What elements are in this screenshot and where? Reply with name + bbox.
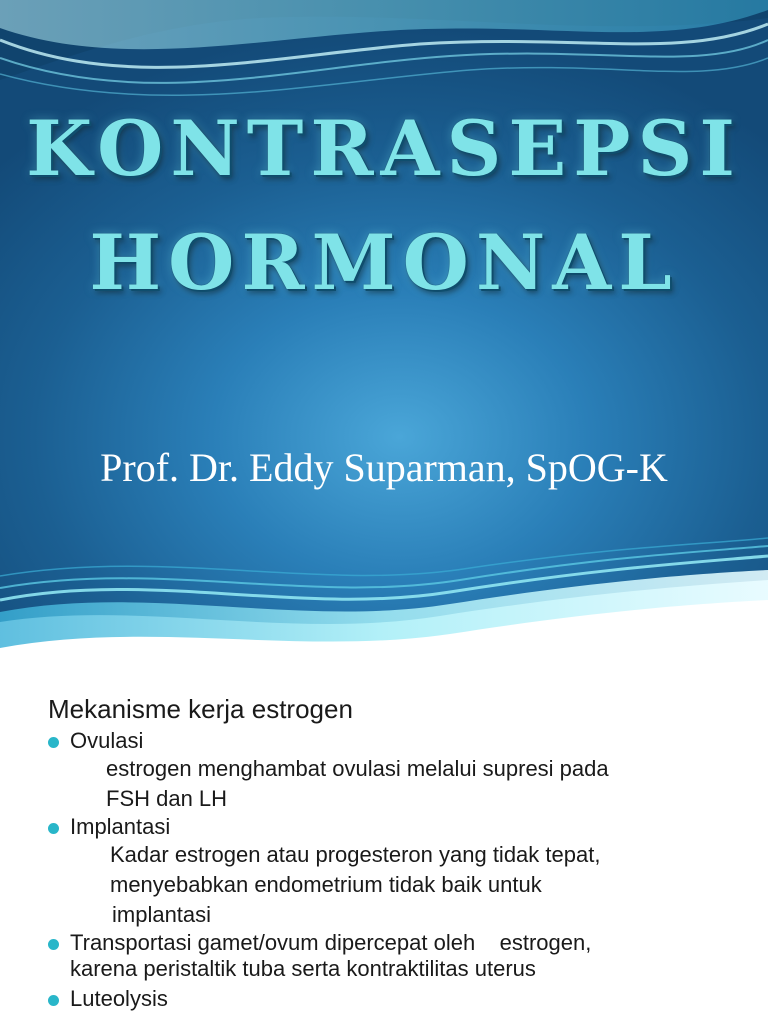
author-subtitle: Prof. Dr. Eddy Suparman, SpOG-K bbox=[100, 445, 668, 490]
bullet-label: Implantasi bbox=[70, 814, 171, 839]
bullet-dot-icon bbox=[48, 939, 59, 950]
bullet-dot-icon bbox=[48, 737, 59, 748]
bullet-label: Luteolysis bbox=[70, 986, 168, 1011]
bullet-detail: estrogen menghambat ovulasi melalui supresi pada bbox=[106, 756, 609, 781]
bullet-item-implantasi bbox=[48, 814, 748, 840]
content-body bbox=[48, 692, 748, 1012]
bullet-detail: Kadar estrogen atau progesteron yang tidak tepat, bbox=[110, 842, 601, 867]
content-slide bbox=[0, 662, 768, 1024]
bullet-item-luteolysis bbox=[48, 986, 748, 1012]
bullet-detail: menyebabkan endometrium tidak baik untuk bbox=[110, 872, 542, 897]
bullet-label-line: Transportasi gamet/ovum dipercepat oleh estrogen, bbox=[70, 930, 592, 955]
bullet-label-line: karena peristaltik tuba serta kontraktilitas uterus bbox=[70, 956, 536, 981]
title-line-1: KONTRASEPSI bbox=[26, 104, 742, 193]
bullet-dot-icon bbox=[48, 823, 59, 834]
bullet-detail: FSH dan LH bbox=[106, 786, 228, 811]
bullet-dot-icon bbox=[48, 995, 59, 1006]
content-heading: Mekanisme kerja estrogen bbox=[48, 694, 353, 724]
title-line-2: HORMONAL bbox=[89, 218, 679, 307]
bullet-detail: implantasi bbox=[112, 902, 212, 927]
bullet-item-ovulasi bbox=[48, 728, 748, 754]
bullet-item-transportasi bbox=[48, 930, 748, 982]
bullet-label: Ovulasi bbox=[70, 728, 144, 753]
